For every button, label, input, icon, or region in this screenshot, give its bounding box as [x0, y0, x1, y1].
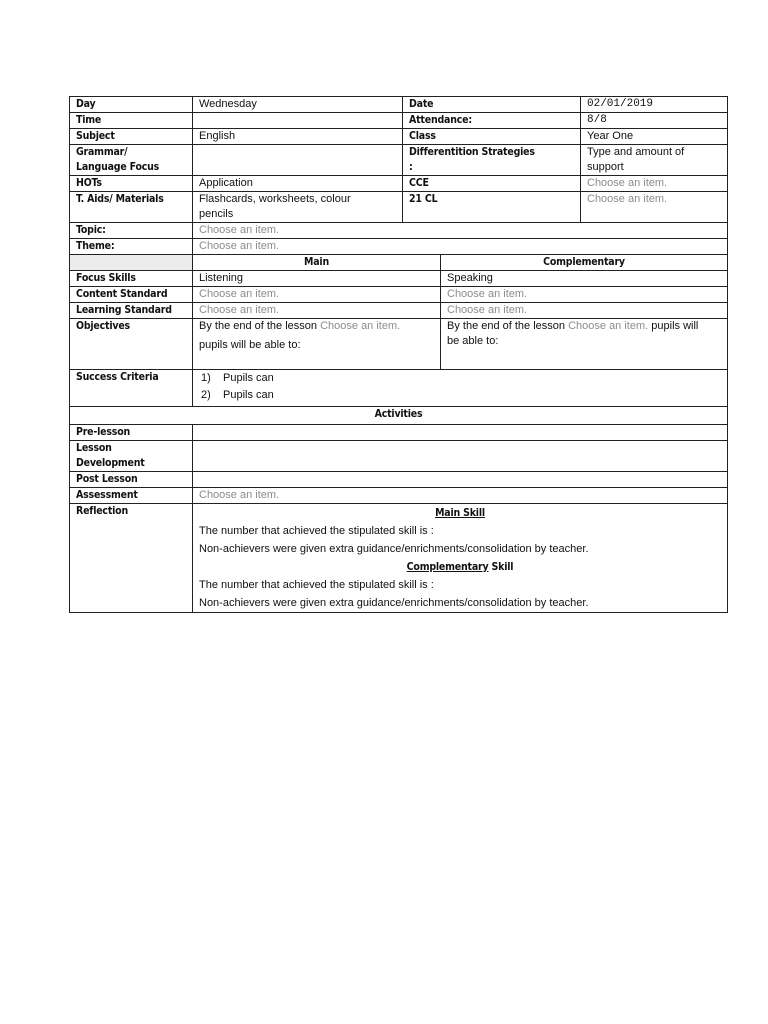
lesson-development-label-line2: Development — [76, 457, 145, 469]
success-item-text: Pupils can — [223, 372, 274, 384]
content-main-dropdown[interactable]: Choose an item. — [193, 287, 441, 303]
post-lesson-label: Post Lesson — [70, 472, 193, 488]
objectives-main-tail: pupils will be able to: — [199, 339, 301, 351]
activities-heading: Activities — [70, 407, 728, 425]
attendance-label: Attendance: — [403, 113, 581, 129]
theme-label: Theme: — [70, 239, 193, 255]
pre-lesson-label: Pre-lesson — [70, 425, 193, 441]
class-value: Year One — [581, 129, 728, 145]
day-label: Day — [70, 97, 193, 113]
success-item — [199, 370, 721, 387]
time-label: Time — [70, 113, 193, 129]
cce-label: CCE — [403, 176, 581, 192]
reflection-comp-heading: Complementary — [406, 561, 489, 573]
subject-label: Subject — [70, 129, 193, 145]
objectives-comp-tail-1: pupils will — [651, 320, 699, 332]
cce-dropdown[interactable]: Choose an item. — [581, 176, 728, 192]
row-day — [70, 97, 728, 113]
theme-dropdown[interactable]: Choose an item. — [193, 239, 728, 255]
row-content-standard — [70, 287, 728, 303]
aids-value — [193, 192, 403, 223]
objectives-comp — [441, 319, 728, 370]
row-theme — [70, 239, 728, 255]
reflection-main-achieved: The number that achieved the stipulated skill is : — [199, 525, 434, 537]
content-standard-label: Content Standard — [70, 287, 193, 303]
lesson-plan-table — [69, 96, 728, 613]
reflection-label: Reflection — [70, 504, 193, 613]
topic-label: Topic: — [70, 223, 193, 239]
aids-value-line2: pencils — [199, 208, 234, 220]
reflection-comp-achieved: The number that achieved the stipulated skill is : — [199, 579, 434, 591]
objectives-main-dropdown[interactable]: Choose an item. — [320, 320, 401, 332]
success-item-text: Pupils can — [223, 389, 274, 401]
reflection-body — [193, 504, 728, 613]
day-value: Wednesday — [193, 97, 403, 113]
success-item-number: 2) — [201, 389, 211, 401]
row-pre-lesson — [70, 425, 728, 441]
subject-value: English — [193, 129, 403, 145]
success-criteria-label: Success Criteria — [70, 370, 193, 407]
row-skill-headings — [70, 255, 728, 271]
row-reflection — [70, 504, 728, 613]
main-heading: Main — [193, 255, 441, 271]
differentiation-label-line1: Differentition Strategies — [409, 146, 535, 158]
skill-heading-blank — [70, 255, 193, 271]
attendance-value: 8/8 — [581, 113, 728, 129]
row-grammar — [70, 145, 728, 176]
objectives-comp-tail-2: be able to: — [447, 335, 499, 347]
post-lesson-value[interactable] — [193, 472, 728, 488]
row-post-lesson — [70, 472, 728, 488]
objectives-comp-lead: By the end of the lesson — [447, 320, 566, 332]
grammar-label-line1: Grammar/ — [76, 146, 128, 158]
row-activities-heading — [70, 407, 728, 425]
hots-label: HOTs — [70, 176, 193, 192]
success-item-number: 1) — [201, 372, 211, 384]
objectives-main — [193, 319, 441, 370]
row-success-criteria — [70, 370, 728, 407]
row-learning-standard — [70, 303, 728, 319]
lesson-development-value[interactable] — [193, 441, 728, 472]
reflection-comp-non-achievers: Non-achievers were given extra guidance/enrichments/consolidation by teacher. — [199, 597, 589, 609]
date-value: 02/01/2019 — [581, 97, 728, 113]
grammar-label-line2: Language Focus — [76, 161, 160, 173]
objectives-comp-dropdown[interactable]: Choose an item. — [568, 320, 649, 332]
row-topic — [70, 223, 728, 239]
cl21-dropdown[interactable]: Choose an item. — [581, 192, 728, 223]
complementary-heading: Complementary — [441, 255, 728, 271]
aids-value-line1: Flashcards, worksheets, colour — [199, 193, 351, 205]
content-comp-dropdown[interactable]: Choose an item. — [441, 287, 728, 303]
row-objectives — [70, 319, 728, 370]
assessment-dropdown[interactable]: Choose an item. — [193, 488, 728, 504]
success-item — [199, 387, 721, 404]
topic-dropdown[interactable]: Choose an item. — [193, 223, 728, 239]
objectives-label: Objectives — [70, 319, 193, 370]
row-lesson-development — [70, 441, 728, 472]
row-time — [70, 113, 728, 129]
learning-standard-label: Learning Standard — [70, 303, 193, 319]
grammar-label — [70, 145, 193, 176]
row-hots — [70, 176, 728, 192]
differentiation-label-line2: : — [409, 161, 413, 173]
objectives-main-lead: By the end of the lesson — [199, 320, 318, 332]
learning-main-dropdown[interactable]: Choose an item. — [193, 303, 441, 319]
success-criteria-list — [193, 370, 728, 407]
grammar-value[interactable] — [193, 145, 403, 176]
focus-comp-value: Speaking — [441, 271, 728, 287]
cl21-label: 21 CL — [403, 192, 581, 223]
row-aids — [70, 192, 728, 223]
reflection-main-non-achievers: Non-achievers were given extra guidance/enrichments/consolidation by teacher. — [199, 543, 589, 555]
lesson-development-label-line1: Lesson — [76, 442, 112, 454]
differentiation-label — [403, 145, 581, 176]
class-label: Class — [403, 129, 581, 145]
row-focus-skills — [70, 271, 728, 287]
reflection-comp-heading-rest: Skill — [488, 561, 514, 573]
time-value[interactable] — [193, 113, 403, 129]
pre-lesson-value[interactable] — [193, 425, 728, 441]
date-label: Date — [403, 97, 581, 113]
row-assessment — [70, 488, 728, 504]
lesson-development-label — [70, 441, 193, 472]
focus-skills-label: Focus Skills — [70, 271, 193, 287]
differentiation-value: Type and amount of support — [581, 145, 728, 176]
hots-value: Application — [193, 176, 403, 192]
assessment-label: Assessment — [70, 488, 193, 504]
row-subject — [70, 129, 728, 145]
aids-label: T. Aids/ Materials — [70, 192, 193, 223]
reflection-main-heading: Main Skill — [435, 507, 485, 519]
focus-main-value: Listening — [193, 271, 441, 287]
learning-comp-dropdown[interactable]: Choose an item. — [441, 303, 728, 319]
